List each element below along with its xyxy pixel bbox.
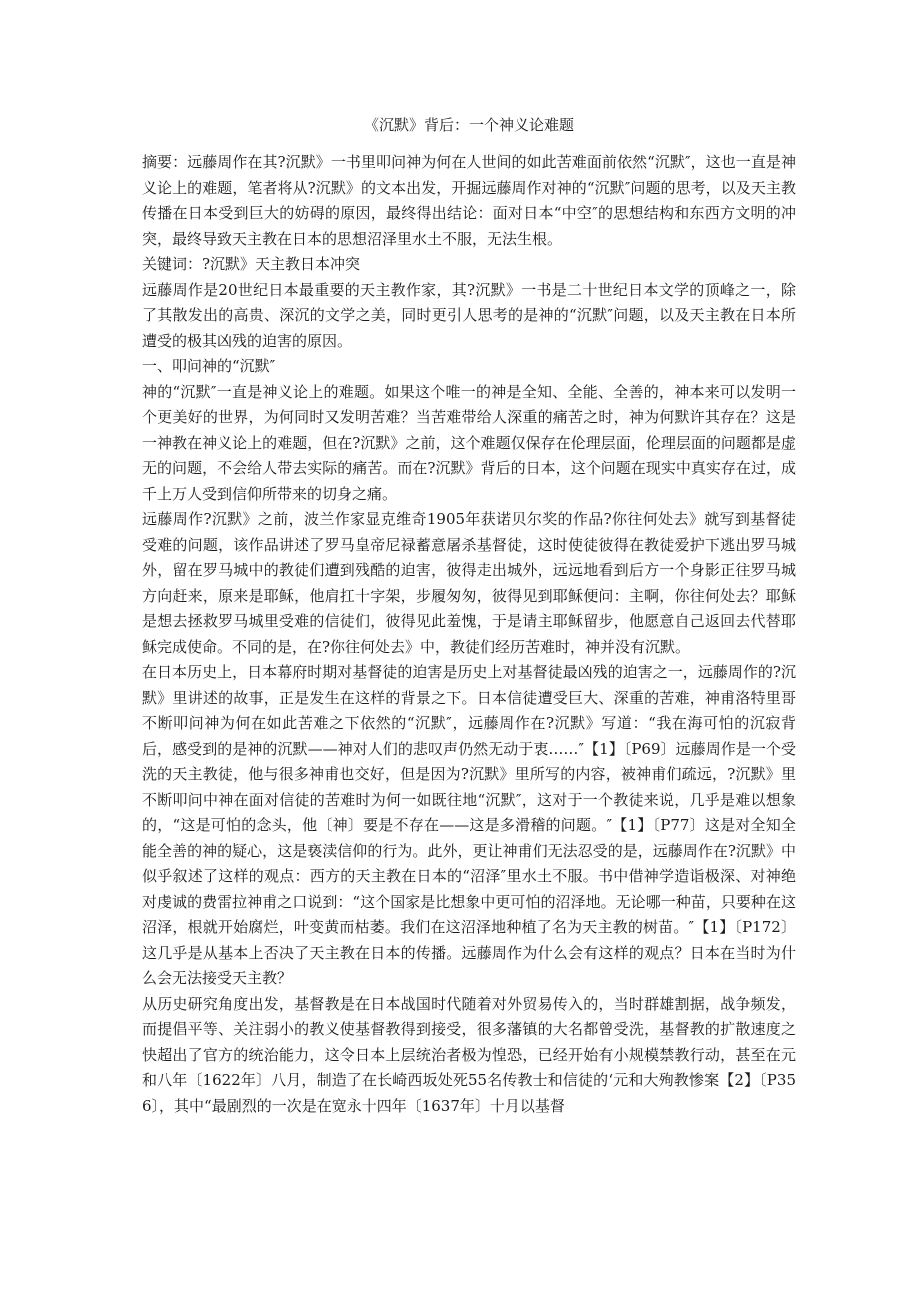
body-paragraph-3: 在日本历史上，日本幕府时期对基督徒的迫害是历史上对基督徒最凶残的迫害之一，远藤周作的?沉默》里讲述的故事，正是发生在这样的背景之下。日本信徒遭受巨大、深重的苦难，神甫洛特里哥不断叩问神为何在如此苦难之下依然的“沉默″，远藤周作在?沉默》写道：“我在海可怕的沉寂背后，感受到的是神的沉默——神对人们的悲叹声仍然无动于衷……″【1】〔P69〕远藤周作是一个受洗的天主教徒，他与很多神甫也交好，但是因为?沉默》里所写的内容，被神甫们疏远，?沉默》里不断叩问中神在面对信徒的苦难时为何一如既往地“沉默″，这对于一个教徒来说，几乎是难以想象的，“这是可怕的念头，他〔神〕要是不存在——这是多滑稽的问题。″【1】〔P77〕这是对全知全能全善的神的疑心，这是亵渎信仰的行为。此外，更让神甫们无法忍受的是，远藤周作在?沉默》中似乎叙述了这样的观点：西方的天主教在日本的“沼泽″里水土不服。书中借神学造诣极深、对神绝对虔诚的费雷拉神甫之口说到：“这个国家是比想象中更可怕的沼泽地。无论哪一种苗，只要种在这沼泽，根就开始腐烂，叶变黄而枯萎。我们在这沼泽地种植了名为天主教的树苗。″【1】〔P172〕这几乎是从基本上否决了天主教在日本的传播。远藤周作为什么会有这样的观点？日本在当时为什么会无法接受天主教？	[142, 663, 796, 987]
section-heading: 一、叩问神的“沉默″	[142, 357, 276, 375]
abstract-paragraph: 摘要：远藤周作在其?沉默》一书里叩问神为何在人世间的如此苦难面前依然“沉默″，这也一直是神义论上的难题，笔者将从?沉默》的文本出发，开掘远藤周作对神的“沉默″问题的思考，以及天主教传播在日本受到巨大的妨碍的原因，最终得出结论：面对日本“中空″的思想结构和东西方文明的冲突，最终导致天主教在日本的思想沼泽里水土不服，无法生根。	[142, 153, 796, 248]
document-page	[142, 112, 796, 1119]
body-paragraph-4: 从历史研究角度出发，基督教是在日本战国时代随着对外贸易传入的，当时群雄割据，战争频发，而提倡平等、关注弱小的教义使基督教得到接受，很多藩镇的大名都曾受洗，基督教的扩散速度之快超出了官方的统治能力，这令日本上层统治者极为惶恐，已经开始有小规模禁教行动，甚至在元和八年〔1622年〕八月，制造了在长崎西坂处死55名传教士和信徒的‘元和大殉教惨案【2】〔P356〕，其中“最剧烈的一次是在宽永十四年〔1637年〕十月以基督	[142, 994, 796, 1115]
document-title: 《沉默》背后：一个神义论难题	[363, 116, 574, 134]
keywords-line: 关键词：?沉默》天主教日本冲突	[142, 255, 361, 273]
body-paragraph-2: 远藤周作?沉默》之前，波兰作家显克维奇1905年获诺贝尔奖的作品?你往何处去》就写到基督徒受难的问题，该作品讲述了罗马皇帝尼禄蓄意屠杀基督徒，这时使徒彼得在教徒爱护下逃出罗马城外，留在罗马城中的教徒们遭到残酷的迫害，彼得走出城外，远远地看到后方一个身影正往罗马城方向赶来，原来是耶稣，他肩扛十字架，步履匆匆，彼得见到耶稣便问：主啊，你往何处去？耶稣是想去拯救罗马城里受难的信徒们，彼得见此羞愧，于是请主耶稣留步，他愿意自己返回去代替耶稣完成使命。不同的是，在?你往何处去》中，教徒们经历苦难时，神并没有沉默。	[142, 510, 796, 656]
body-paragraph-1: 神的“沉默″一直是神义论上的难题。如果这个唯一的神是全知、全能、全善的，神本来可以发明一个更美好的世界，为何同时又发明苦难？当苦难带给人深重的痛苦之时，神为何默许其存在？这是一神教在神义论上的难题，但在?沉默》之前，这个难题仅保存在伦理层面，伦理层面的问题都是虚无的问题，不会给人带去实际的痛苦。而在?沉默》背后的日本，这个问题在现实中真实存在过，成千上万人受到信仰所带来的切身之痛。	[142, 382, 796, 503]
intro-paragraph: 远藤周作是20世纪日本最重要的天主教作家，其?沉默》一书是二十世纪日本文学的顶峰之一，除了其散发出的高贵、深沉的文学之美，同时更引人思考的是神的“沉默″问题，以及天主教在日本所遭受的极其凶残的迫害的原因。	[142, 280, 796, 350]
